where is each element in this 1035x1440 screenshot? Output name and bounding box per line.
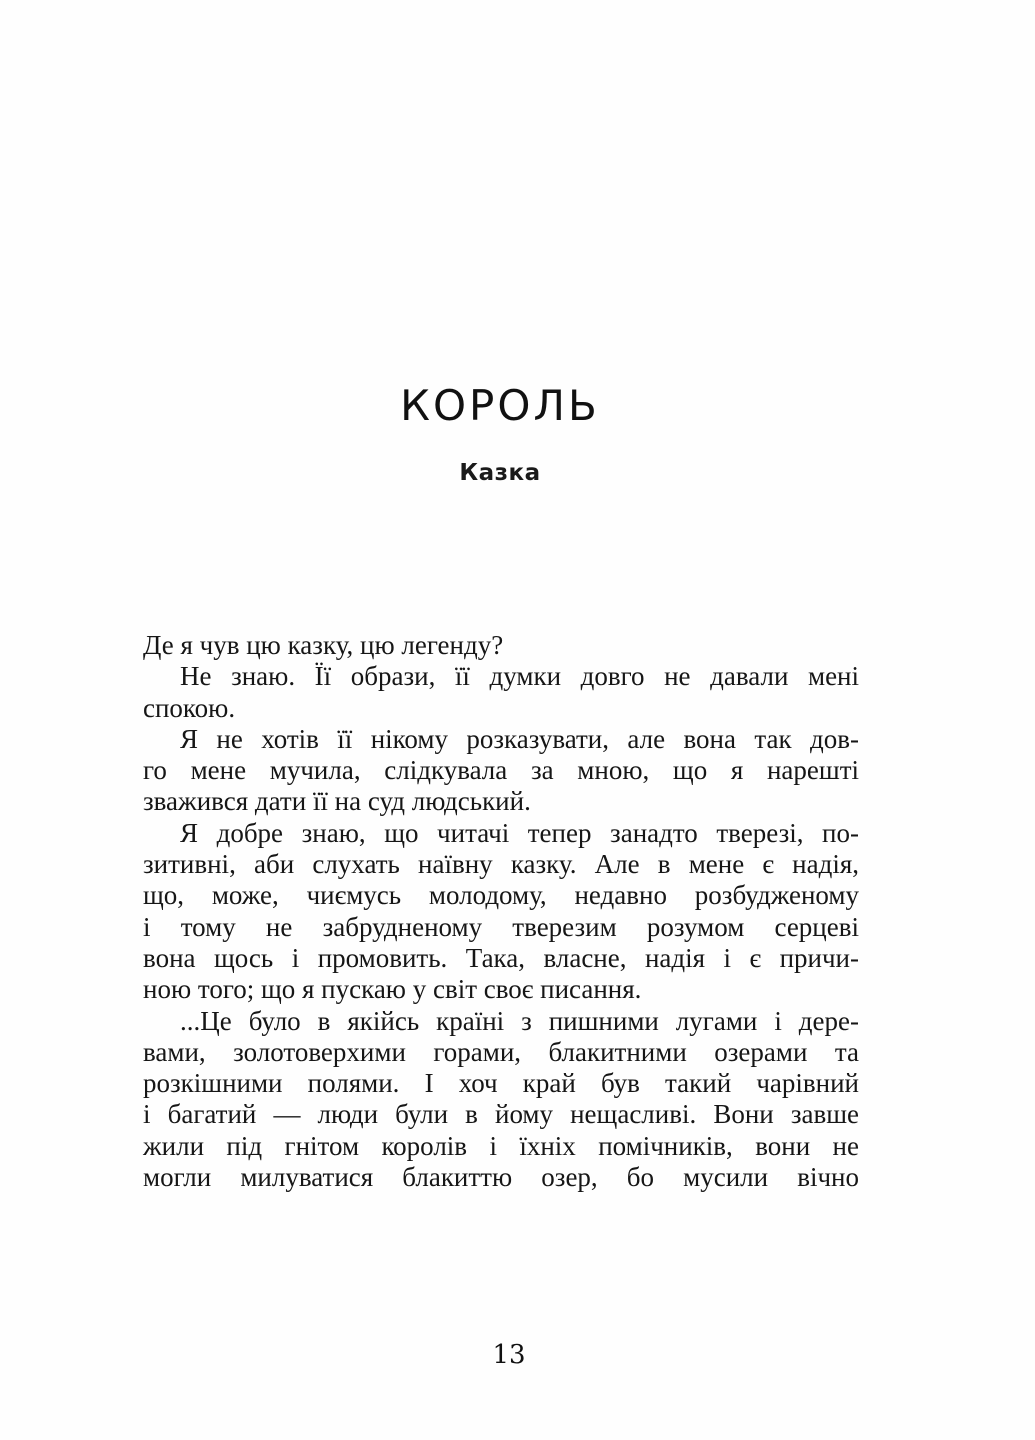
text-line: го мене мучила, слідкувала за мною, що я нарешті — [143, 755, 859, 786]
text-line: жили під гнітом королів і їхніх помічників, вони не — [143, 1130, 859, 1161]
text-line: зважився дати її на суд людський. — [143, 786, 531, 817]
text-line: Не знаю. Її образи, її думки довго не давали мені — [180, 661, 859, 692]
text-line: і багатий — люди були в йому нещасливі. Вони завше — [143, 1099, 859, 1130]
text-line: розкішними полями. І хоч край був такий чарівний — [143, 1068, 859, 1099]
page-number: 13 — [492, 1340, 526, 1370]
text-line: ною того; що я пускаю у світ своє писання. — [143, 974, 642, 1005]
text-line: і тому не забрудненому тверезим розумом серцеві — [143, 911, 859, 942]
text-line: могли милуватися блакиттю озер, бо мусили вічно — [143, 1162, 859, 1193]
text-line: Де я чув цю казку, цю легенду? — [143, 630, 504, 660]
text-line: Я добре знаю, що читачі тепер занадто тверезі, по- — [180, 817, 859, 848]
chapter-subtitle: Казка — [459, 460, 541, 486]
text-line: вами, золотоверхими горами, блакитними озерами та — [143, 1036, 859, 1067]
text-line: спокою. — [143, 692, 236, 723]
text-line: ...Це було в якійсь країні з пишними лугами і дере- — [180, 1005, 859, 1036]
text-line: вона щось і промовить. Така, власне, надія і є причи- — [143, 942, 859, 973]
text-line: Я не хотів її нікому розказувати, але вона так дов- — [180, 723, 859, 754]
chapter-title: КОРОЛЬ — [400, 381, 600, 430]
text-line: зитивні, аби слухать наївну казку. Але в мене є надія, — [143, 849, 859, 880]
text-line: що, може, чиємусь молодому, недавно розбудженому — [143, 880, 859, 911]
body-text — [143, 630, 859, 1193]
